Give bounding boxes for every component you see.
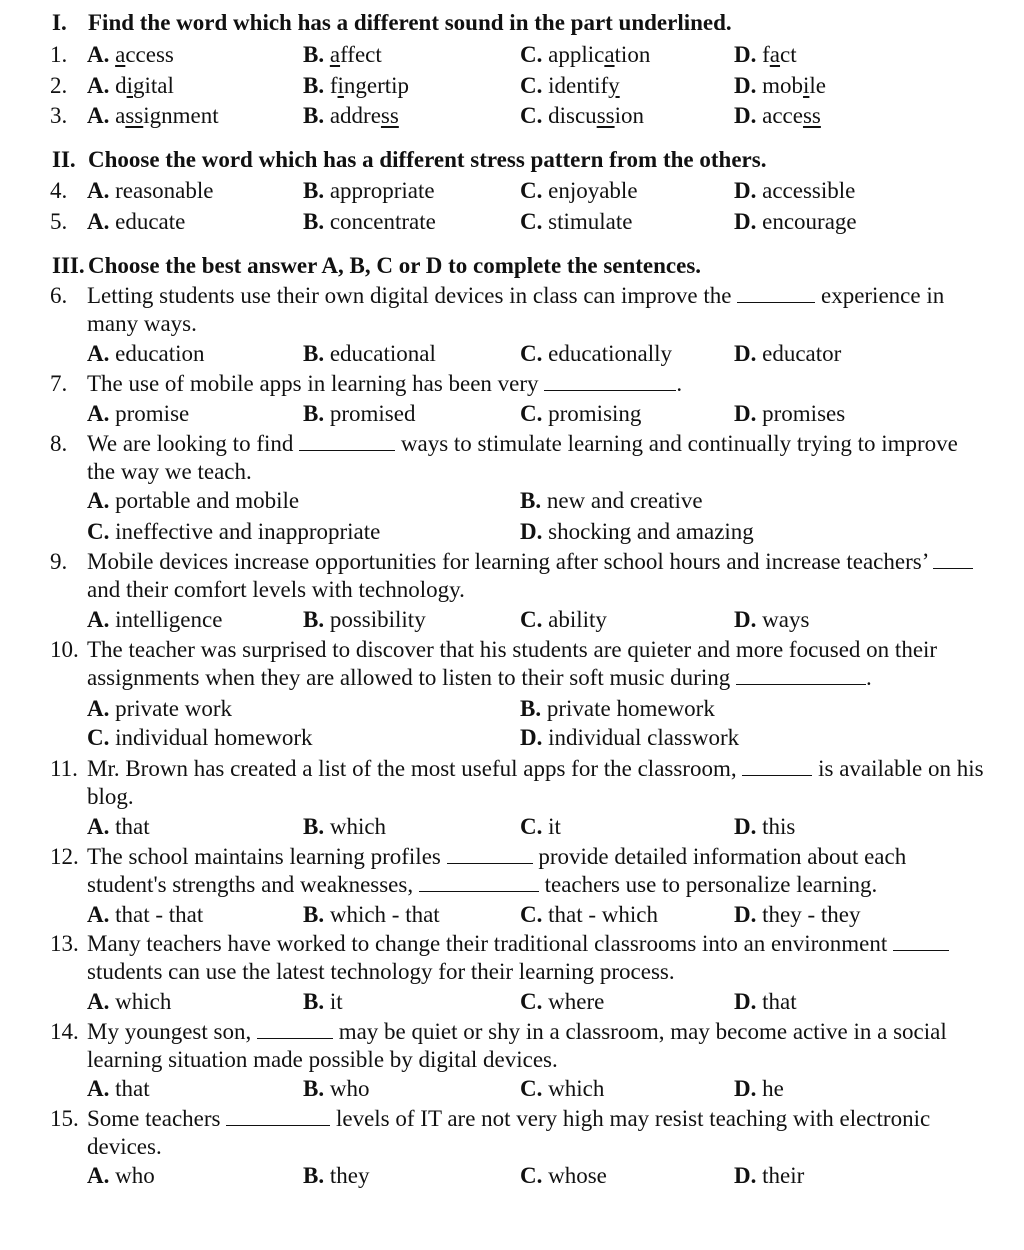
question-text: The use of mobile apps in learning has been very .	[87, 371, 683, 396]
section-2-title: Choose the word which has a different stress pattern from the others.	[88, 147, 767, 172]
option-d[interactable]: D. encourage	[734, 209, 857, 234]
option-a[interactable]: A. digital	[87, 73, 174, 98]
question-9-options	[0, 605, 1024, 635]
question-text: Mobile devices increase opportunities for learning after school hours and increase teachers’ and their comfort levels with technology.	[87, 548, 988, 604]
option-a[interactable]: A. reasonable	[87, 178, 214, 203]
option-a[interactable]: A. private work	[87, 696, 233, 721]
section-1-header	[0, 8, 1024, 38]
option-a[interactable]: A. education	[87, 341, 205, 366]
question-10-options-row-2	[0, 723, 1024, 753]
question-3	[0, 101, 1024, 131]
question-15-options	[0, 1161, 1024, 1191]
option-b[interactable]: B. appropriate	[303, 178, 435, 203]
answer-blank[interactable]	[257, 1020, 333, 1039]
option-c[interactable]: C. ability	[520, 607, 607, 632]
section-1-roman: I.	[52, 10, 67, 35]
answer-blank[interactable]	[933, 550, 973, 569]
question-1	[0, 40, 1024, 70]
question-text: Many teachers have worked to change their traditional classrooms into an environment students can use the latest technology for their learning process.	[87, 930, 988, 986]
option-c[interactable]: C. whose	[520, 1163, 607, 1188]
option-d[interactable]: D. accessible	[734, 178, 856, 203]
section-2-roman: II.	[52, 147, 76, 172]
option-b[interactable]: B. it	[303, 989, 343, 1014]
option-b[interactable]: B. who	[303, 1076, 370, 1101]
option-c[interactable]: C. stimulate	[520, 209, 633, 234]
question-5	[0, 207, 1024, 237]
option-b[interactable]: B. new and creative	[520, 488, 703, 513]
option-c[interactable]: C. promising	[520, 401, 642, 426]
option-b[interactable]: B. address	[303, 103, 399, 128]
question-number: 4.	[50, 178, 68, 203]
answer-blank[interactable]	[737, 284, 815, 303]
option-a[interactable]: A. educate	[87, 209, 186, 234]
question-4	[0, 176, 1024, 206]
question-text: Some teachers levels of IT are not very high may resist teaching with electronic devices.	[87, 1106, 931, 1159]
option-c[interactable]: C. where	[520, 989, 605, 1014]
question-number: 6.	[50, 283, 68, 308]
option-a[interactable]: A. that - that	[87, 902, 204, 927]
option-d[interactable]: D. mobile	[734, 73, 827, 98]
option-b[interactable]: B. educational	[303, 341, 436, 366]
option-d[interactable]: D. access	[734, 103, 821, 128]
option-d[interactable]: D. educator	[734, 341, 842, 366]
question-text: We are looking to find ways to stimulate learning and continually trying to improve the way we teach.	[87, 431, 958, 484]
option-d[interactable]: D. he	[734, 1076, 784, 1101]
option-b[interactable]: B. promised	[303, 401, 416, 426]
option-a[interactable]: A. which	[87, 989, 172, 1014]
option-d[interactable]: D. that	[734, 989, 797, 1014]
answer-blank-1[interactable]	[447, 845, 533, 864]
option-a[interactable]: A. assignment	[87, 103, 219, 128]
question-number: 5.	[50, 209, 68, 234]
question-13-options	[0, 987, 1024, 1017]
option-b[interactable]: B. they	[303, 1163, 370, 1188]
question-text: My youngest son, may be quiet or shy in a classroom, may become active in a social learning situation made possible by digital devices.	[87, 1019, 947, 1072]
answer-blank[interactable]	[226, 1107, 330, 1126]
option-c[interactable]: C. discussion	[520, 103, 644, 128]
option-a[interactable]: A. who	[87, 1163, 155, 1188]
question-8-options-row-2	[0, 517, 1024, 547]
option-b[interactable]: B. possibility	[303, 607, 426, 632]
answer-blank[interactable]	[299, 432, 395, 451]
question-8-options-row-1	[0, 486, 1024, 516]
question-text: Letting students use their own digital devices in class can improve the experience in many ways.	[87, 283, 945, 336]
question-number: 11.	[50, 756, 78, 781]
option-b[interactable]: B. which	[303, 814, 387, 839]
option-d[interactable]: D. shocking and amazing	[520, 519, 754, 544]
option-b[interactable]: B. which - that	[303, 902, 440, 927]
section-1-title: Find the word which has a different sound in the part underlined.	[88, 10, 732, 35]
question-number: 13.	[50, 931, 79, 956]
option-d[interactable]: D. they - they	[734, 902, 861, 927]
section-3-header	[0, 251, 1024, 281]
question-number: 1.	[50, 42, 68, 67]
option-c[interactable]: C. identify	[520, 73, 620, 98]
option-c[interactable]: C. enjoyable	[520, 178, 638, 203]
section-3-title: Choose the best answer A, B, C or D to complete the sentences.	[88, 253, 702, 278]
option-c[interactable]: C. that - which	[520, 902, 658, 927]
option-c[interactable]: C. it	[520, 814, 561, 839]
section-3-roman: III.	[52, 253, 85, 278]
section-2-header	[0, 145, 1024, 175]
question-6-options	[0, 339, 1024, 369]
question-text: The teacher was surprised to discover that his students are quieter and more focused on their assignments when they are allowed to listen to their soft music during .	[87, 637, 938, 690]
question-number: 8.	[50, 431, 68, 456]
question-7-options	[0, 399, 1024, 429]
question-text: Mr. Brown has created a list of the most useful apps for the classroom, is available on his blog.	[87, 756, 984, 809]
question-10-options-row-1	[0, 694, 1024, 724]
answer-blank[interactable]	[544, 372, 676, 391]
question-number: 9.	[50, 549, 68, 574]
answer-blank[interactable]	[893, 932, 949, 951]
option-c[interactable]: C. which	[520, 1076, 605, 1101]
question-text: The school maintains learning profiles provide detailed information about each student's strengths and weaknesses, teachers use to personalize learning.	[87, 844, 907, 897]
option-d[interactable]: D. promises	[734, 401, 846, 426]
answer-blank[interactable]	[736, 666, 866, 685]
question-number: 2.	[50, 73, 68, 98]
question-number: 12.	[50, 844, 79, 869]
question-number: 15.	[50, 1106, 79, 1131]
question-14-options	[0, 1074, 1024, 1104]
option-b[interactable]: B. fingertip	[303, 73, 410, 98]
option-d[interactable]: D. ways	[734, 607, 810, 632]
option-d[interactable]: D. individual classwork	[520, 725, 740, 750]
answer-blank-2[interactable]	[419, 873, 539, 892]
question-number: 3.	[50, 103, 68, 128]
question-11-options	[0, 812, 1024, 842]
option-d[interactable]: D. their	[734, 1163, 805, 1188]
option-a[interactable]: A. promise	[87, 401, 190, 426]
option-a[interactable]: A. access	[87, 42, 174, 67]
question-number: 14.	[50, 1019, 79, 1044]
option-d[interactable]: D. this	[734, 814, 796, 839]
option-a[interactable]: A. intelligence	[87, 607, 223, 632]
option-a[interactable]: A. that	[87, 814, 150, 839]
option-b[interactable]: B. affect	[303, 42, 382, 67]
option-a[interactable]: A. that	[87, 1076, 150, 1101]
answer-blank[interactable]	[742, 757, 812, 776]
option-c[interactable]: C. individual homework	[87, 725, 313, 750]
option-a[interactable]: A. portable and mobile	[87, 488, 300, 513]
question-number: 10.	[50, 637, 79, 662]
option-c[interactable]: C. ineffective and inappropriate	[87, 519, 381, 544]
question-number: 7.	[50, 371, 68, 396]
option-d[interactable]: D. fact	[734, 42, 797, 67]
option-c[interactable]: C. educationally	[520, 341, 673, 366]
question-12-options	[0, 900, 1024, 930]
question-2	[0, 71, 1024, 101]
option-b[interactable]: B. concentrate	[303, 209, 436, 234]
option-b[interactable]: B. private homework	[520, 696, 715, 721]
option-c[interactable]: C. application	[520, 42, 651, 67]
